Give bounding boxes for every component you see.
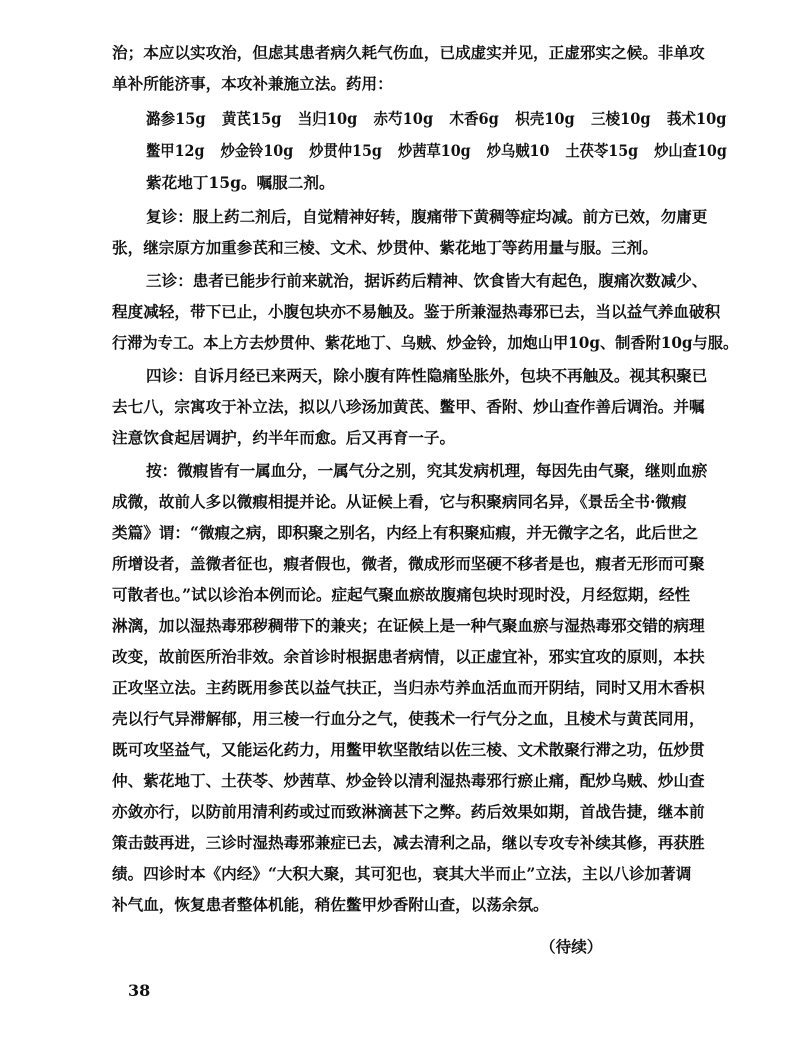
herb-list-row-1 [146, 104, 738, 134]
herb-item: 赤芍10g [373, 109, 434, 128]
text-line: 补气血，恢复患者整体机能，稍佐鳖甲炒香附山查，以荡余氛。 [112, 895, 549, 914]
text-line: 治；本应以实攻治，但虑其患者病久耗气伤血，已成虚实并见，正虚邪实之候。非单攻 [112, 43, 705, 62]
text-line: 成微，故前人多以微瘕相提并论。从证候上看，它与积聚病同名异，《景岳全书·微瘕 [112, 492, 687, 511]
text-line: 正攻坚立法。主药既用参芪以益气扶正，当归赤芍养血活血而开阴结，同时又用木香枳 [112, 678, 705, 697]
text-line: 所增设者，盖微者征也，瘕者假也，微者，微成形而坚硬不移者是也，瘕者无形而可聚 [112, 554, 705, 573]
herb-item: 三棱10g [590, 109, 651, 128]
text-line: 类篇》谓：“微瘕之病，即积聚之别名，内经上有积聚疝瘕，并无微字之名，此后世之 [112, 523, 698, 542]
text-line: 行滞为专工。本上方去炒贯仲、紫花地丁、乌贼、炒金铃，加炮山甲10g、制香附10g与服。 [112, 333, 739, 352]
text-line: 策击鼓再进，三诊时湿热毒邪兼症已去，减去清利之品，继以专攻专补续其修，再获胜 [112, 833, 705, 852]
text-line: 仲、紫花地丁、土茯苓、炒茜草、炒金铃以清利湿热毒邪行瘀止痛，配炒乌贼、炒山查 [112, 771, 705, 790]
herb-list-row-2 [146, 136, 738, 166]
text-line: 淋漓，加以湿热毒邪秽稠带下的兼夹；在证候上是一种气聚血瘀与湿热毒邪交错的病理 [112, 616, 705, 635]
text-line: 绩。四诊时本《内经》“大积大聚，其可犯也，衰其大半而止”立法，主以八诊加著调 [112, 864, 692, 883]
herb-item: 木香6g [449, 109, 499, 128]
text-line: 程度减轻，带下已止，小腹包块亦不易触及。鉴于所兼湿热毒邪已去，当以益气养血破积 [112, 302, 721, 321]
herb-item: 炒金铃10g [220, 141, 294, 160]
herb-item: 当归10g [297, 109, 358, 128]
herb-item: 枳壳10g [515, 109, 575, 128]
text-line: 壳以行气异滞解郁，用三棱一行血分之气，使莪术一行气分之血，且棱术与黄芪同用， [112, 709, 705, 728]
text-line: 改变，故前医所治非效。余首诊时根据患者病情，以正虚宜补，邪实宜攻的原则，本扶 [112, 647, 705, 666]
text-line: 紫花地丁15g。嘱服二剂。 [146, 173, 335, 192]
herb-item: 黄芪15g [221, 109, 282, 128]
to-be-continued: （待续） [540, 937, 603, 956]
herb-item: 莪术10g [666, 109, 727, 128]
text-line: 四诊：自诉月经已来两天，除小腹有阵性隐痛坠胀外，包块不再触及。视其积聚已 [146, 366, 708, 385]
herb-item: 炒山查10g [654, 141, 727, 160]
herb-item: 炒贯仲15g [309, 141, 382, 160]
herb-item: 鳖甲12g [146, 141, 205, 160]
text-line: 去七八，宗寓攻于补立法，拟以八珍汤加黄芪、鳖甲、香附、炒山查作善后调治。并嘱 [112, 397, 705, 416]
text-line: 可散者也。”试以诊治本例而论。症起气聚血瘀故腹痛包块时现时没，月经愆期，经性 [112, 585, 691, 604]
herb-item: 炒乌贼10 [486, 141, 550, 160]
text-line: 注意饮食起居调护，约半年而愈。后又再育一子。 [112, 428, 456, 447]
text-line: 既可攻坚益气，又能运化药力，用鳖甲软坚散结以佐三棱、文术散聚行滞之功，伍炒贯 [112, 740, 705, 759]
page-number: 38 [128, 981, 151, 1000]
herb-item: 潞参15g [146, 109, 206, 128]
text-line: 三诊：患者已能步行前来就治，据诉药后精神、饮食皆大有起色，腹痛次数减少、 [146, 271, 708, 290]
text-line: 张，继宗原方加重参芪和三棱、文术、炒贯仲、紫花地丁等药用量与服。三剂。 [112, 238, 658, 257]
text-line: 单补所能济事，本攻补兼施立法。药用： [112, 74, 393, 93]
herb-item: 土茯苓15g [565, 141, 639, 160]
text-line: 按：微瘕皆有一属血分，一属气分之别，究其发病机理，每因先由气聚，继则血瘀 [146, 461, 708, 480]
text-line: 复诊：服上药二剂后，自觉精神好转，腹痛带下黄稠等症均减。前方已效，勿庸更 [146, 207, 708, 226]
herb-item: 炒茜草10g [397, 141, 471, 160]
text-line: 亦敛亦行，以防前用清利药或过而致淋滴甚下之弊。药后效果如期，首战告捷，继本前 [112, 802, 705, 821]
